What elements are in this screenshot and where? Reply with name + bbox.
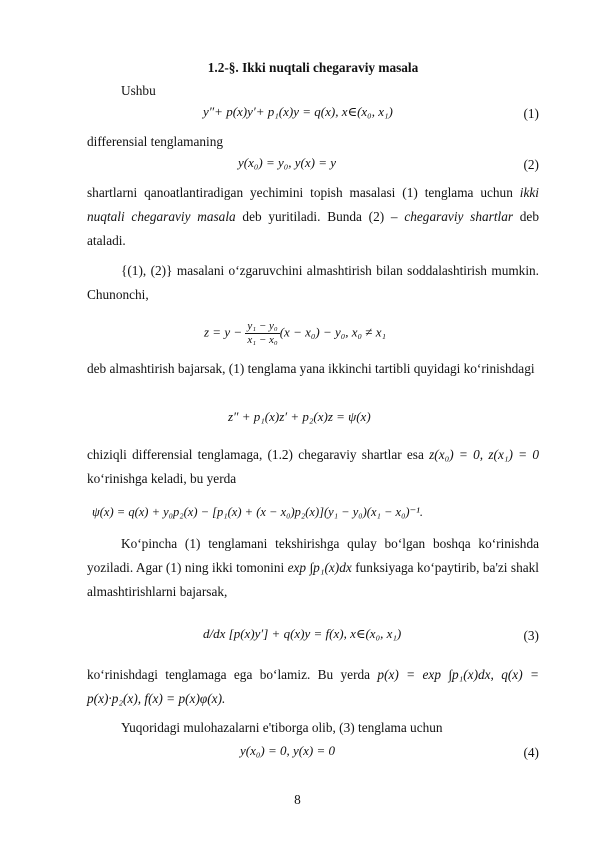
equation-z: z″ + p₁(x)z′ + p₂(x)z = ψ(x) [228,409,371,424]
substitution-fraction-numerator: y₁ − y₀ [247,320,278,332]
paragraph-2-text: masalani o‘zgaruvchini almashtirish bilan soddalashtirish mumkin. Chunonchi, [87,263,539,302]
text-after-eq1: differensial tenglamaning [87,134,224,149]
paragraph-1-term-1: ikki nuqtali chegaraviy masala [87,185,539,224]
paragraph-2 [87,259,539,307]
equation-3: d/dx [p(x)y′] + q(x)y = f(x), x∈(x₀, x₁) [203,626,402,641]
equation-2-number: (2) [523,157,539,172]
equation-1-number: (1) [523,106,539,121]
paragraph-5 [87,532,539,604]
paragraph-6 [87,663,539,711]
intro-word: Ushbu [121,83,156,98]
equation-4: y(x₀) = 0, y(x) = 0 [240,743,335,758]
paragraph-5-part-b: funksiyaga ko‘paytirib, ba'zi shakl almashtirishlarni bajarsak, [87,560,539,599]
paragraph-4 [87,443,539,491]
substitution-fraction [245,320,279,347]
equation-4-number: (4) [523,745,539,760]
paragraph-1-part-b: deb yuritiladi. Bunda (2) – [235,209,405,224]
paragraph-6-part-a: ko‘rinishdagi tenglamaga ega bo‘lamiz. Bu yerda [87,667,378,682]
substitution-rhs: (x − x₀) − y₀, x₀ ≠ x₁ [279,324,386,340]
paragraph-4-condition-1: z(x₀) = 0, [429,447,484,462]
paragraph-1-term-2: chegaraviy shartlar [404,209,514,224]
paragraph-1-part-c: deb ataladi. [87,209,539,248]
paragraph-4-text: chiziqli differensial tenglamaga, (1.2) chegaraviy shartlar esa [87,447,430,462]
paragraph-6-math-1: p(x) = exp ∫p₁(x)dx, [377,667,494,682]
paragraph-4-condition-2: z(x₁) = 0 [488,447,539,462]
section-title: 1.2-§. Ikki nuqtali chegaraviy masala [207,60,419,75]
equation-2: y(x₀) = y₀, y(x) = y [238,155,337,170]
paragraph-5-math: exp ∫p₁(x)dx [287,560,352,575]
paragraph-5-part-a: Ko‘pincha (1) tenglamani tekshirishga qulay bo‘lgan boshqa ko‘rinishda yoziladi. Agar (1) ning ikki tomonini [87,536,539,575]
paragraph-7: Yuqoridagi mulohazalarni e'tiborga olib, (3) tenglama uchun [121,720,443,735]
equation-1: y″+ p(x)y′+ p₁(x)y = q(x), x∈(x₀, x₁) [203,104,393,119]
equation-psi: ψ(x) = q(x) + y₀p₂(x) − [p₁(x) + (x − x₀)p₂(x)](y₁ − y₀)(x₁ − x₀)⁻¹. [92,505,424,519]
equation-3-number: (3) [523,628,539,643]
paragraph-1-part-a: shartlarni qanoatlantiradigan yechimini topish masalasi (1) tenglama uchun [87,185,520,200]
page-number: 8 [294,792,301,807]
equation-substitution [204,320,386,347]
substitution-lhs: z = y − [204,324,246,340]
paragraph-2-math: {(1), (2)} [121,263,173,278]
paragraph-4-text-2: ko‘rinishga keladi, bu yerda [87,471,237,486]
paragraph-1 [87,181,539,253]
substitution-fraction-denominator: x₁ − x₀ [247,334,278,346]
paragraph-3: deb almashtirish bajarsak, (1) tenglama yana ikkinchi tartibli quyidagi ko‘rinishdagi [87,361,535,376]
paragraph-6-math-2: q(x) = p(x)·p₂(x), f(x) = p(x)φ(x). [87,667,539,706]
